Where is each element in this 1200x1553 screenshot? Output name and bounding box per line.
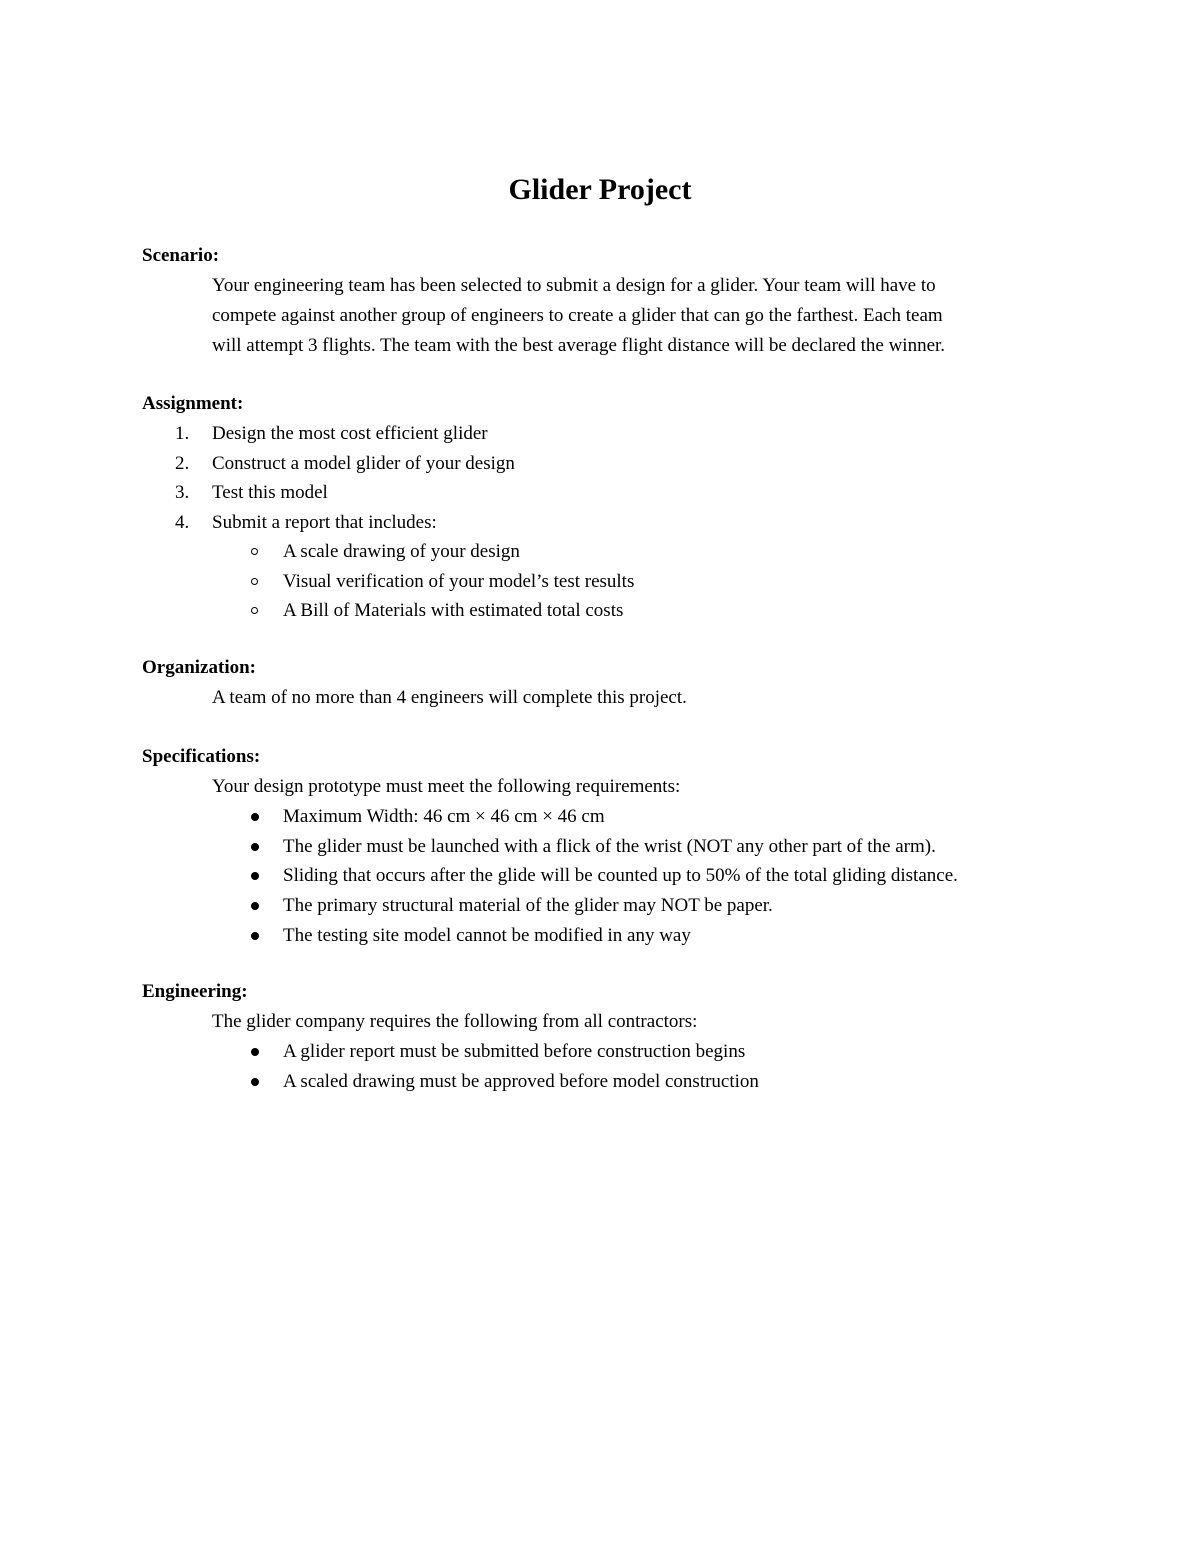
assignment-item [142, 478, 1062, 508]
document-title: Glider Project [508, 173, 692, 206]
specification-item [142, 921, 1062, 951]
item-text: The primary structural material of the glider may NOT be paper. [283, 895, 773, 917]
item-number: 1. [175, 423, 190, 444]
specification-item [142, 861, 1062, 891]
scenario-section [142, 241, 1062, 361]
report-content-item [142, 567, 1062, 597]
bullet-icon [251, 932, 259, 940]
item-text: Submit a report that includes: [212, 511, 437, 533]
bullet-icon [251, 1078, 259, 1086]
item-number: 4. [175, 511, 190, 533]
organization-text: A team of no more than 4 engineers will complete this project. [212, 687, 687, 708]
engineering-list [142, 1037, 1062, 1096]
specifications-section [142, 742, 1062, 951]
item-number: 3. [175, 482, 190, 503]
assignment-heading: Assignment: [142, 393, 244, 414]
engineering-section [142, 977, 1062, 1096]
specifications-intro: Your design prototype must meet the following requirements: [212, 776, 681, 797]
report-contents-list [142, 537, 1062, 626]
organization-section [142, 653, 1062, 713]
organization-heading: Organization: [142, 657, 256, 678]
bullet-icon [251, 1048, 259, 1056]
item-text: The glider must be launched with a flick of the wrist (NOT any other part of the arm). [283, 835, 936, 857]
hollow-bullet-icon [251, 607, 258, 614]
report-content-item [142, 596, 1062, 626]
item-text: A scale drawing of your design [283, 541, 520, 562]
assignment-item [142, 419, 1062, 449]
item-number: 2. [175, 452, 190, 474]
specification-item [142, 832, 1062, 862]
scenario-line: will attempt 3 flights. The team with the best average flight distance will be declared the winner. [212, 335, 946, 356]
assignment-list [142, 419, 1062, 537]
item-text: Construct a model glider of your design [212, 452, 515, 474]
scenario-line: Your engineering team has been selected to submit a design for a glider. Your team will have to [212, 275, 936, 296]
hollow-bullet-icon [251, 578, 258, 585]
hollow-bullet-icon [251, 548, 258, 555]
scenario-line: compete against another group of engineers to create a glider that can go the farthest. Each team [212, 305, 943, 326]
assignment-section [142, 389, 1062, 626]
item-text: The testing site model cannot be modified in any way [283, 924, 691, 946]
item-text: A Bill of Materials with estimated total costs [283, 600, 624, 621]
item-text: Sliding that occurs after the glide will be counted up to 50% of the total gliding distance. [283, 865, 958, 887]
item-text: A scaled drawing must be approved before model construction [283, 1070, 759, 1092]
engineering-item [142, 1067, 1062, 1097]
item-text: Test this model [212, 482, 328, 503]
assignment-item [142, 508, 1062, 538]
item-text: Maximum Width: 46 cm × 46 cm × 46 cm [283, 806, 605, 827]
bullet-icon [251, 872, 259, 880]
scenario-heading: Scenario: [142, 245, 220, 266]
bullet-icon [251, 813, 259, 821]
item-text: Design the most cost efficient glider [212, 423, 488, 444]
specification-item [142, 802, 1062, 832]
specifications-list [142, 802, 1062, 951]
bullet-icon [251, 843, 259, 851]
assignment-item [142, 449, 1062, 479]
bullet-icon [251, 902, 259, 910]
engineering-intro: The glider company requires the following from all contractors: [212, 1011, 698, 1032]
item-text: Visual verification of your model’s test results [283, 570, 635, 592]
specifications-heading: Specifications: [142, 746, 261, 767]
engineering-item [142, 1037, 1062, 1067]
report-content-item [142, 537, 1062, 567]
item-text: A glider report must be submitted before construction begins [283, 1041, 746, 1062]
engineering-heading: Engineering: [142, 981, 248, 1002]
specification-item [142, 891, 1062, 921]
